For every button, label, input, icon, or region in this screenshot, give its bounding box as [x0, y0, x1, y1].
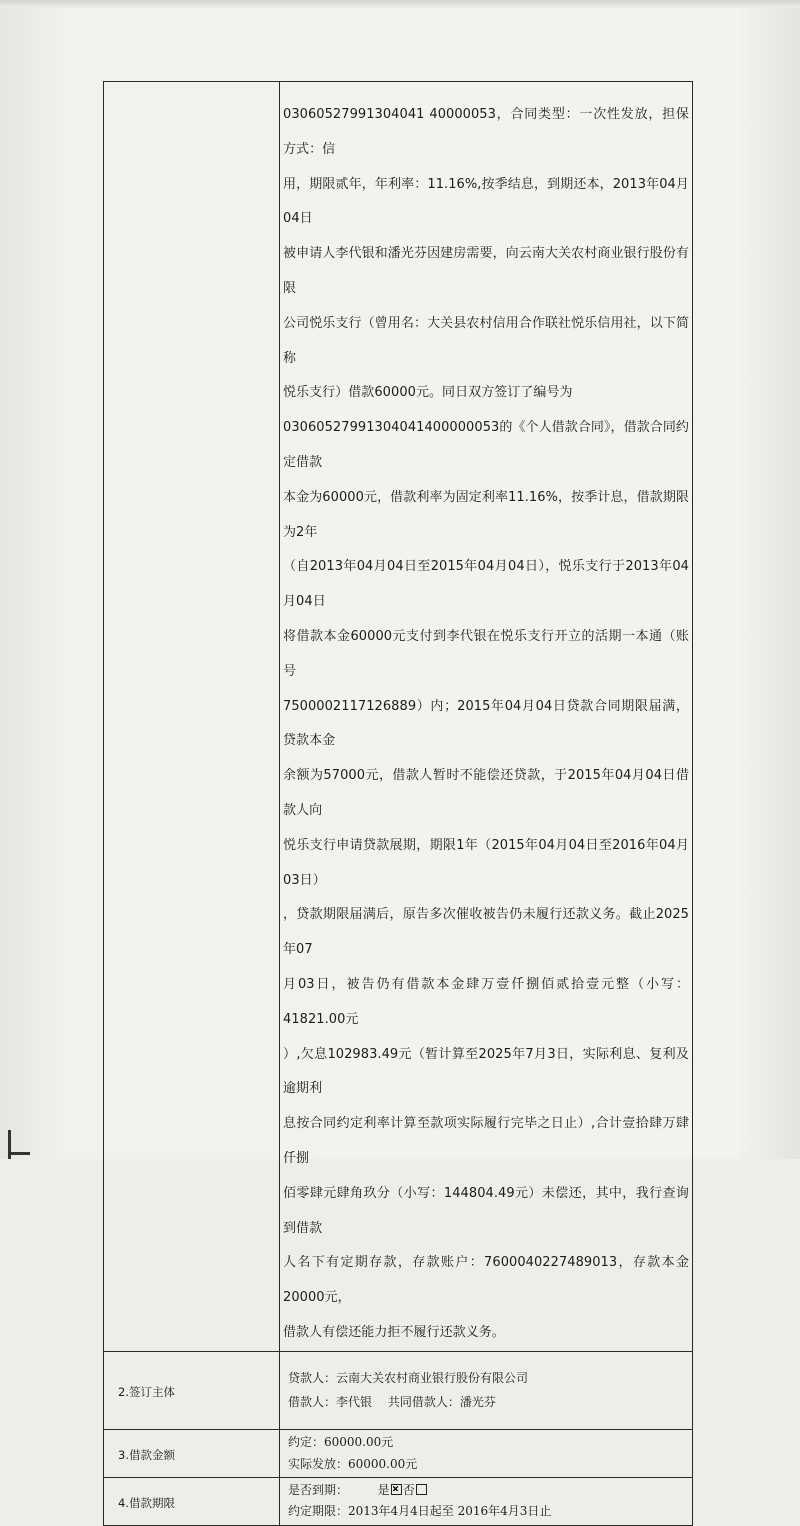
paragraph-line: 佰零肆元肆角玖分（小写：144804.49元）未偿还，其中，我行查询到借款	[283, 1185, 689, 1236]
agreed-amount: 约定：60000.00元	[288, 1435, 394, 1450]
due-status-prefix: 是否到期：	[288, 1483, 349, 1498]
loan-amount-label: 3.借款金额	[104, 1429, 280, 1477]
due-no-label: 否	[402, 1483, 415, 1498]
signing-parties-content	[280, 1351, 693, 1429]
paragraph-line: ，贷款期限届满后，原告多次催收被告仍未履行还款义务。截止2025年07	[283, 907, 689, 958]
paragraph-line: 悦乐支行）借款60000元。同日双方签订了编号为	[283, 385, 573, 401]
lender-line: 贷款人：云南大关农村商业银行股份有限公司	[288, 1371, 529, 1386]
paragraph-line: 人名下有定期存款，存款账户：7600040227489013，存款本金20000元，	[283, 1255, 689, 1306]
loan-amount-row	[104, 1429, 693, 1477]
loan-details-table	[103, 81, 693, 1526]
scan-corner-mark	[0, 1130, 30, 1159]
paragraph-line: 月03日，被告仍有借款本金肆万壹仟捌佰贰拾壹元整（小写：41821.00元	[283, 976, 689, 1027]
borrower-line: 借款人：李代银 共同借款人：潘光芬	[288, 1395, 496, 1410]
loan-amount-content	[280, 1429, 693, 1477]
facts-content-cell	[280, 82, 693, 1352]
paragraph-line: 借款人有偿还能力拒不履行还款义务。	[283, 1324, 505, 1340]
paragraph-line: 被申请人李代银和潘光芬因建房需要，向云南大关农村商业银行股份有限	[283, 246, 689, 296]
loan-term-row	[104, 1477, 693, 1525]
paragraph-line: 用，期限贰年，年利率：11.16%,按季结息，到期还本，2013年04月04日	[283, 176, 689, 227]
paragraph-line: 息按合同约定利率计算至款项实际履行完毕之日止）,合计壹拾肆万肆仟捌	[283, 1116, 689, 1166]
signing-parties-label: 2.签订主体	[104, 1351, 280, 1429]
paragraph-line: 将借款本金60000元支付到李代银在悦乐支行开立的活期一本通（账号	[283, 628, 689, 679]
paragraph-line: （自2013年04月04日至2015年04月04日），悦乐支行于2013年04月04日	[283, 559, 689, 610]
facts-row	[104, 82, 693, 1352]
paragraph-line: 7500002117126889）内；2015年04月04日贷款合同期限届满，贷款本金	[283, 698, 689, 749]
paragraph-line: ）,欠息102983.49元（暂计算至2025年7月3日，实际利息、复利及逾期利	[283, 1046, 689, 1097]
paragraph-line: 悦乐支行申请贷款展期，期限1年（2015年04月04日至2016年04月03日）	[283, 837, 689, 888]
actual-amount: 实际发放：60000.00元	[288, 1457, 418, 1472]
loan-term-label: 4.借款期限	[104, 1477, 280, 1525]
due-yes-checkbox[interactable]	[391, 1484, 402, 1495]
paragraph-line: 公司悦乐支行（曾用名：大关县农村信用合作联社悦乐信用社，以下简称	[283, 315, 689, 366]
scan-top-edge	[0, 0, 800, 8]
paragraph-line: 余额为57000元，借款人暂时不能偿还贷款，于2015年04月04日借款人向	[283, 768, 689, 818]
due-status-line	[288, 1480, 692, 1501]
signing-parties-row	[104, 1351, 693, 1429]
facts-paragraph	[280, 82, 692, 1351]
loan-term-content	[280, 1477, 693, 1525]
agreed-period-line: 约定期限：2013年4月4日起至 2016年4月3日止	[288, 1504, 552, 1519]
paragraph-line: 03060527991304041400000053的《个人借款合同》，借款合同约定借款	[283, 420, 689, 470]
facts-label-cell	[104, 82, 280, 1352]
due-no-checkbox[interactable]	[416, 1484, 427, 1495]
paragraph-line: 本金为60000元，借款利率为固定利率11.16%，按季计息，借款期限为2年	[283, 489, 689, 540]
paragraph-line: 03060527991304041 40000053，合同类型：一次性发放，担保方式：信	[283, 107, 689, 157]
due-yes-label: 是	[377, 1483, 390, 1498]
